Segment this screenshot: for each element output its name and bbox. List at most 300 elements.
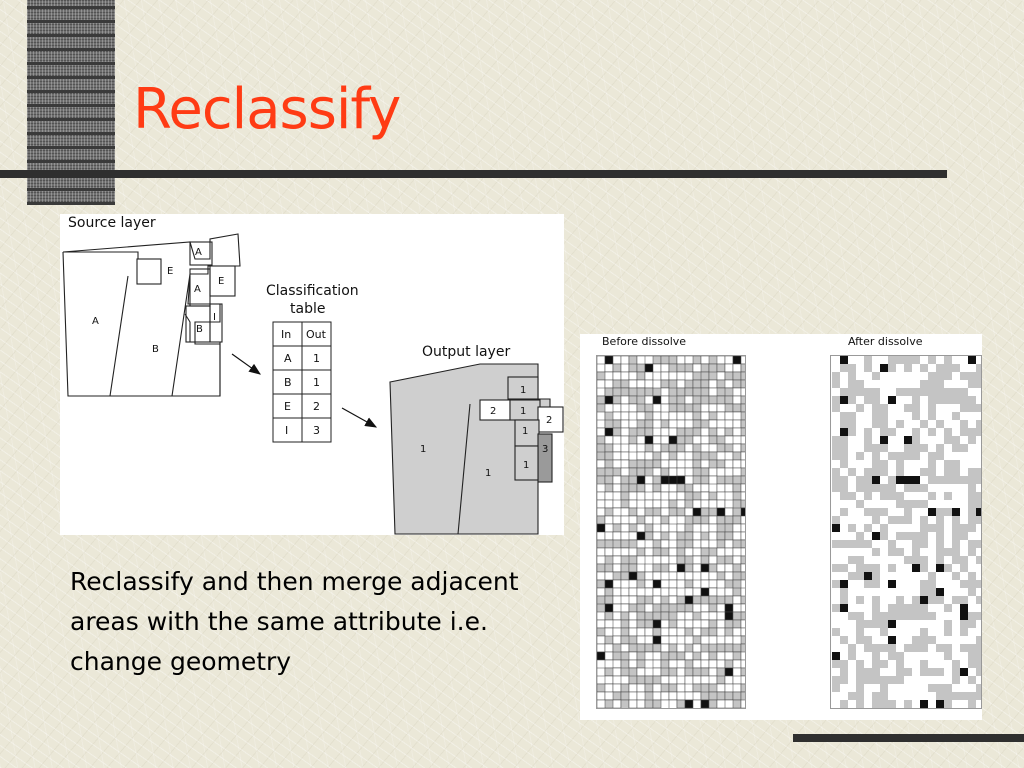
parcel (741, 428, 745, 436)
dissolved-parcel (848, 364, 856, 372)
dissolved-parcel (864, 436, 872, 444)
dissolved-parcel (944, 652, 952, 660)
parcel (685, 380, 693, 388)
dissolved-parcel (872, 372, 880, 380)
dissolved-parcel (848, 636, 856, 644)
table-cell: 1 (313, 376, 320, 389)
dissolved-parcel (944, 620, 952, 628)
parcel (637, 668, 645, 676)
parcel (677, 356, 685, 364)
dissolved-parcel (904, 484, 912, 492)
parcel (709, 588, 717, 596)
dissolved-parcel (880, 524, 888, 532)
parcel (741, 636, 745, 644)
slide-body-text: Reclassify and then merge adjacent areas with the same attribute i.e. change geometry (70, 567, 519, 676)
parcel (693, 660, 701, 668)
dissolve-labels (580, 334, 982, 356)
title-divider (0, 170, 947, 178)
dissolved-parcel (896, 524, 904, 532)
dissolved-parcel (872, 404, 880, 412)
parcel (717, 684, 725, 692)
parcel (741, 524, 745, 532)
dissolved-parcel (928, 476, 936, 484)
dissolved-parcel (944, 380, 952, 388)
dissolved-parcel (928, 428, 936, 436)
dissolved-parcel (928, 436, 936, 444)
parcel (677, 508, 685, 516)
dissolved-parcel (872, 684, 880, 692)
dissolved-parcel (968, 388, 976, 396)
parcel (701, 500, 709, 508)
dissolved-parcel (904, 508, 912, 516)
dissolved-parcel (920, 700, 928, 708)
parcel (685, 572, 693, 580)
dissolved-parcel (960, 356, 968, 364)
dissolved-parcel (880, 572, 888, 580)
dissolved-parcel (832, 572, 840, 580)
parcel (653, 564, 661, 572)
parcel (693, 700, 701, 708)
dissolved-parcel (912, 356, 920, 364)
dissolved-parcel (856, 628, 864, 636)
dissolved-parcel (904, 588, 912, 596)
dissolved-parcel (976, 516, 981, 524)
parcel (629, 548, 637, 556)
dissolved-parcel (928, 580, 936, 588)
parcel (645, 684, 653, 692)
table-cell: I (285, 424, 289, 437)
parcel (725, 356, 733, 364)
table-cell: 2 (313, 400, 320, 413)
dissolved-parcel (920, 444, 928, 452)
parcel (685, 388, 693, 396)
parcel (621, 676, 629, 684)
parcel (629, 508, 637, 516)
dissolved-parcel (936, 380, 944, 388)
dissolved-parcel (896, 364, 904, 372)
parcel (629, 588, 637, 596)
dissolved-parcel (976, 420, 981, 428)
dissolved-parcel (872, 484, 880, 492)
parcel (701, 380, 709, 388)
dissolved-parcel (880, 516, 888, 524)
dissolved-parcel (848, 564, 856, 572)
dissolved-parcel (856, 684, 864, 692)
dissolved-parcel (888, 612, 896, 620)
dissolved-parcel (968, 404, 976, 412)
parcel (613, 660, 621, 668)
dissolved-parcel (840, 612, 848, 620)
parcel (717, 412, 725, 420)
parcel (653, 428, 661, 436)
parcel (613, 700, 621, 708)
dissolved-parcel (840, 596, 848, 604)
dissolved-parcel (968, 652, 976, 660)
dissolved-parcel (920, 564, 928, 572)
dissolved-parcel (920, 588, 928, 596)
parcel (725, 668, 733, 676)
parcel (597, 388, 605, 396)
parcel (597, 692, 605, 700)
parcel (733, 484, 741, 492)
dissolved-parcel (856, 388, 864, 396)
parcel (597, 572, 605, 580)
source-region-label: B (196, 324, 203, 335)
dissolved-parcel (960, 644, 968, 652)
dissolved-parcel (832, 396, 840, 404)
dissolved-parcel (840, 644, 848, 652)
parcel (621, 452, 629, 460)
parcel (693, 356, 701, 364)
parcel (733, 364, 741, 372)
dissolved-parcel (952, 500, 960, 508)
parcel (677, 652, 685, 660)
parcel (693, 380, 701, 388)
dissolved-parcel (968, 596, 976, 604)
dissolved-parcel (832, 436, 840, 444)
dissolved-parcel (896, 380, 904, 388)
parcel (661, 420, 669, 428)
parcel (645, 380, 653, 388)
parcel (597, 452, 605, 460)
dissolved-parcel (880, 476, 888, 484)
dissolved-parcel (856, 508, 864, 516)
dissolved-parcel (952, 572, 960, 580)
parcel (725, 636, 733, 644)
dissolved-parcel (832, 500, 840, 508)
parcel (629, 692, 637, 700)
dissolved-parcel (968, 356, 976, 364)
table-header-in: In (281, 328, 292, 341)
dissolved-parcel (840, 500, 848, 508)
parcel (709, 652, 717, 660)
parcel (669, 444, 677, 452)
parcel (645, 500, 653, 508)
parcel (661, 428, 669, 436)
dissolved-parcel (976, 484, 981, 492)
source-region-label: B (152, 344, 159, 355)
parcel (669, 644, 677, 652)
dissolved-parcel (888, 580, 896, 588)
parcel (693, 596, 701, 604)
parcel (733, 684, 741, 692)
parcel (725, 660, 733, 668)
dissolved-parcel (888, 532, 896, 540)
parcel (709, 580, 717, 588)
parcel (685, 404, 693, 412)
parcel (621, 572, 629, 580)
dissolved-parcel (944, 420, 952, 428)
parcel (661, 524, 669, 532)
dissolved-parcel (944, 676, 952, 684)
parcel (717, 484, 725, 492)
dissolved-parcel (872, 644, 880, 652)
dissolved-parcel (912, 676, 920, 684)
dissolved-parcel (840, 564, 848, 572)
dissolved-parcel (968, 380, 976, 388)
dissolved-parcel (880, 420, 888, 428)
parcel (605, 644, 613, 652)
dissolved-parcel (888, 460, 896, 468)
dissolved-parcel (848, 580, 856, 588)
parcel (693, 564, 701, 572)
dissolved-parcel (832, 588, 840, 596)
reclassify-figure (60, 214, 564, 535)
dissolved-parcel (952, 652, 960, 660)
dissolved-parcel (920, 652, 928, 660)
parcel (733, 652, 741, 660)
parcel (653, 548, 661, 556)
dissolved-parcel (928, 516, 936, 524)
dissolved-parcel (976, 476, 981, 484)
parcel (597, 588, 605, 596)
parcel (621, 388, 629, 396)
parcel (709, 492, 717, 500)
parcel (653, 468, 661, 476)
dissolved-parcel (832, 564, 840, 572)
parcel (677, 572, 685, 580)
dissolved-parcel (856, 604, 864, 612)
parcel (725, 548, 733, 556)
after-dissolve-parcels (831, 356, 981, 708)
dissolved-parcel (864, 380, 872, 388)
dissolved-parcel (872, 604, 880, 612)
dissolved-parcel (928, 484, 936, 492)
parcel (653, 524, 661, 532)
parcel (717, 644, 725, 652)
parcel (637, 428, 645, 436)
dissolved-parcel (912, 700, 920, 708)
dissolved-parcel (896, 540, 904, 548)
parcel (677, 644, 685, 652)
parcel (629, 580, 637, 588)
parcel (621, 644, 629, 652)
parcel (621, 396, 629, 404)
dissolved-parcel (936, 668, 944, 676)
parcel (701, 660, 709, 668)
parcel (629, 636, 637, 644)
parcel (725, 540, 733, 548)
parcel (653, 508, 661, 516)
dissolved-parcel (856, 676, 864, 684)
dissolved-parcel (904, 372, 912, 380)
parcel (605, 596, 613, 604)
parcel (717, 476, 725, 484)
dissolved-parcel (856, 572, 864, 580)
dissolved-parcel (976, 548, 981, 556)
parcel (677, 620, 685, 628)
after-dissolve-label: After dissolve (848, 335, 923, 348)
dissolved-parcel (840, 684, 848, 692)
parcel (661, 628, 669, 636)
parcel (677, 388, 685, 396)
parcel (613, 540, 621, 548)
dissolved-parcel (880, 636, 888, 644)
dissolved-parcel (968, 452, 976, 460)
parcel (613, 668, 621, 676)
dissolved-parcel (896, 428, 904, 436)
dissolved-parcel (936, 484, 944, 492)
parcel (645, 428, 653, 436)
parcel (701, 668, 709, 676)
dissolved-parcel (872, 436, 880, 444)
parcel (669, 692, 677, 700)
dissolved-parcel (856, 644, 864, 652)
dissolved-parcel (888, 444, 896, 452)
dissolved-parcel (976, 556, 981, 564)
dissolved-parcel (864, 508, 872, 516)
dissolved-parcel (912, 508, 920, 516)
dissolved-parcel (872, 428, 880, 436)
parcel (733, 532, 741, 540)
parcel (725, 404, 733, 412)
dissolved-parcel (976, 388, 981, 396)
parcel (677, 484, 685, 492)
dissolved-parcel (928, 692, 936, 700)
dissolved-parcel (952, 428, 960, 436)
parcel (645, 596, 653, 604)
parcel (685, 620, 693, 628)
dissolved-parcel (848, 540, 856, 548)
dissolved-parcel (880, 684, 888, 692)
parcel (621, 420, 629, 428)
parcel (741, 532, 745, 540)
parcel (645, 700, 653, 708)
table-cell: B (284, 376, 292, 389)
dissolved-parcel (880, 612, 888, 620)
dissolved-parcel (832, 508, 840, 516)
dissolved-parcel (968, 628, 976, 636)
dissolved-parcel (888, 492, 896, 500)
dissolved-parcel (944, 700, 952, 708)
dissolved-parcel (880, 412, 888, 420)
parcel (637, 620, 645, 628)
parcel (685, 412, 693, 420)
parcel (605, 676, 613, 684)
parcel (637, 460, 645, 468)
parcel (669, 492, 677, 500)
dissolved-parcel (896, 652, 904, 660)
parcel (741, 652, 745, 660)
dissolved-parcel (904, 580, 912, 588)
dissolved-parcel (864, 404, 872, 412)
dissolved-parcel (928, 404, 936, 412)
dissolved-parcel (976, 604, 981, 612)
parcel (741, 628, 745, 636)
parcel (717, 636, 725, 644)
dissolved-parcel (960, 428, 968, 436)
parcel (597, 548, 605, 556)
dissolved-parcel (928, 660, 936, 668)
parcel (629, 620, 637, 628)
dissolved-parcel (864, 660, 872, 668)
dissolved-parcel (912, 404, 920, 412)
parcel (693, 396, 701, 404)
parcel (645, 676, 653, 684)
dissolved-parcel (976, 628, 981, 636)
parcel (661, 372, 669, 380)
output-region-label: 2 (546, 415, 553, 426)
dissolved-parcel (960, 540, 968, 548)
dissolved-parcel (952, 684, 960, 692)
parcel (725, 364, 733, 372)
parcel (597, 516, 605, 524)
dissolved-parcel (856, 372, 864, 380)
parcel (693, 460, 701, 468)
dissolved-parcel (976, 524, 981, 532)
dissolved-parcel (864, 548, 872, 556)
parcel (733, 556, 741, 564)
parcel (685, 700, 693, 708)
dissolved-parcel (944, 580, 952, 588)
parcel (733, 516, 741, 524)
parcel (725, 380, 733, 388)
dissolved-parcel (912, 684, 920, 692)
parcel (717, 692, 725, 700)
dissolved-parcel (912, 444, 920, 452)
dissolved-parcel (832, 364, 840, 372)
parcel (597, 364, 605, 372)
parcel (725, 588, 733, 596)
dissolved-parcel (944, 644, 952, 652)
parcel (733, 420, 741, 428)
dissolved-parcel (880, 596, 888, 604)
dissolved-parcel (952, 412, 960, 420)
dissolved-parcel (888, 596, 896, 604)
dissolved-parcel (912, 572, 920, 580)
dissolved-parcel (904, 684, 912, 692)
parcel (717, 604, 725, 612)
parcel (677, 548, 685, 556)
dissolved-parcel (856, 452, 864, 460)
dissolved-parcel (848, 668, 856, 676)
dissolved-parcel (896, 644, 904, 652)
output-region-label: 3 (542, 444, 549, 455)
dissolved-parcel (880, 644, 888, 652)
dissolved-parcel (936, 404, 944, 412)
dissolved-parcel (920, 396, 928, 404)
parcel (605, 444, 613, 452)
dissolved-parcel (864, 612, 872, 620)
dissolved-parcel (872, 668, 880, 676)
parcel (661, 468, 669, 476)
parcel (669, 484, 677, 492)
parcel (605, 548, 613, 556)
dissolved-parcel (960, 556, 968, 564)
parcel (725, 476, 733, 484)
dissolved-parcel (832, 460, 840, 468)
parcel (621, 444, 629, 452)
parcel (669, 628, 677, 636)
parcel (701, 620, 709, 628)
parcel (613, 516, 621, 524)
parcel (669, 372, 677, 380)
dissolved-parcel (848, 372, 856, 380)
dissolved-parcel (952, 644, 960, 652)
parcel (677, 420, 685, 428)
dissolved-parcel (960, 380, 968, 388)
parcel (733, 356, 741, 364)
parcel (613, 412, 621, 420)
parcel (693, 628, 701, 636)
dissolved-parcel (920, 380, 928, 388)
parcel (741, 356, 745, 364)
dissolved-parcel (864, 372, 872, 380)
dissolved-parcel (888, 644, 896, 652)
dissolved-parcel (936, 500, 944, 508)
dissolved-parcel (960, 588, 968, 596)
parcel (725, 460, 733, 468)
